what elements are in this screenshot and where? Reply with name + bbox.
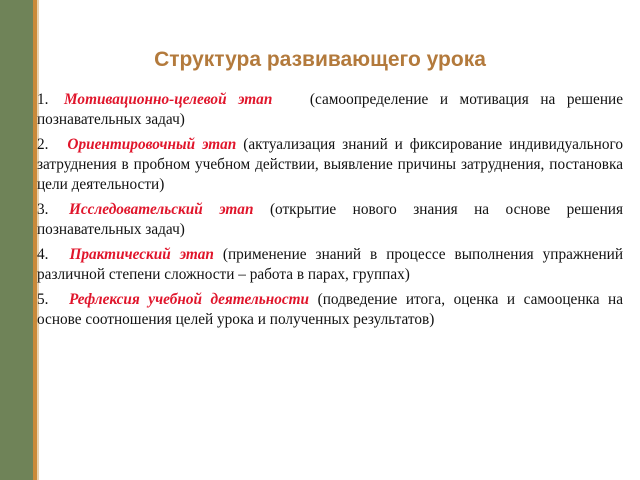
stage-description: (актуализация знаний и фиксирование индивидуального затруднения в пробном учебном действии, выявление причины затруднения, постановка цели деятельности) <box>37 136 624 193</box>
item-number: 5. <box>37 291 49 308</box>
stage-list <box>37 90 623 335</box>
stage-description: (подведение итога, оценка и самооценка на основе соотношения целей урока и полученных результатов) <box>37 291 624 328</box>
item-number: 3. <box>37 201 49 218</box>
stage-name: Ориентировочный этап <box>67 136 237 153</box>
slide-title: Структура развивающего урока <box>154 48 486 71</box>
item-number: 2. <box>37 136 49 153</box>
stage-name: Исследовательский этап <box>68 201 254 218</box>
stage-description: (применение знаний в процессе выполнения упражнений различной степени сложности – работа в парах, группах) <box>37 246 624 283</box>
stage-description: (открытие нового знания на основе решения познавательных задач) <box>37 201 624 238</box>
item-number: 4. <box>37 246 49 263</box>
list-item <box>37 90 623 130</box>
stage-name: Мотивационно-целевой этап <box>64 91 273 108</box>
stage-name: Практический этап <box>69 246 214 263</box>
list-item <box>37 290 623 330</box>
list-item <box>37 200 623 240</box>
item-number: 1. <box>37 91 49 108</box>
stage-name: Рефлексия учебной деятельности <box>69 291 310 308</box>
list-item <box>37 135 623 195</box>
list-item <box>37 245 623 285</box>
left-decorative-bar <box>0 0 33 480</box>
stage-description: (самоопределение и мотивация на решение познавательных задач) <box>37 91 624 128</box>
